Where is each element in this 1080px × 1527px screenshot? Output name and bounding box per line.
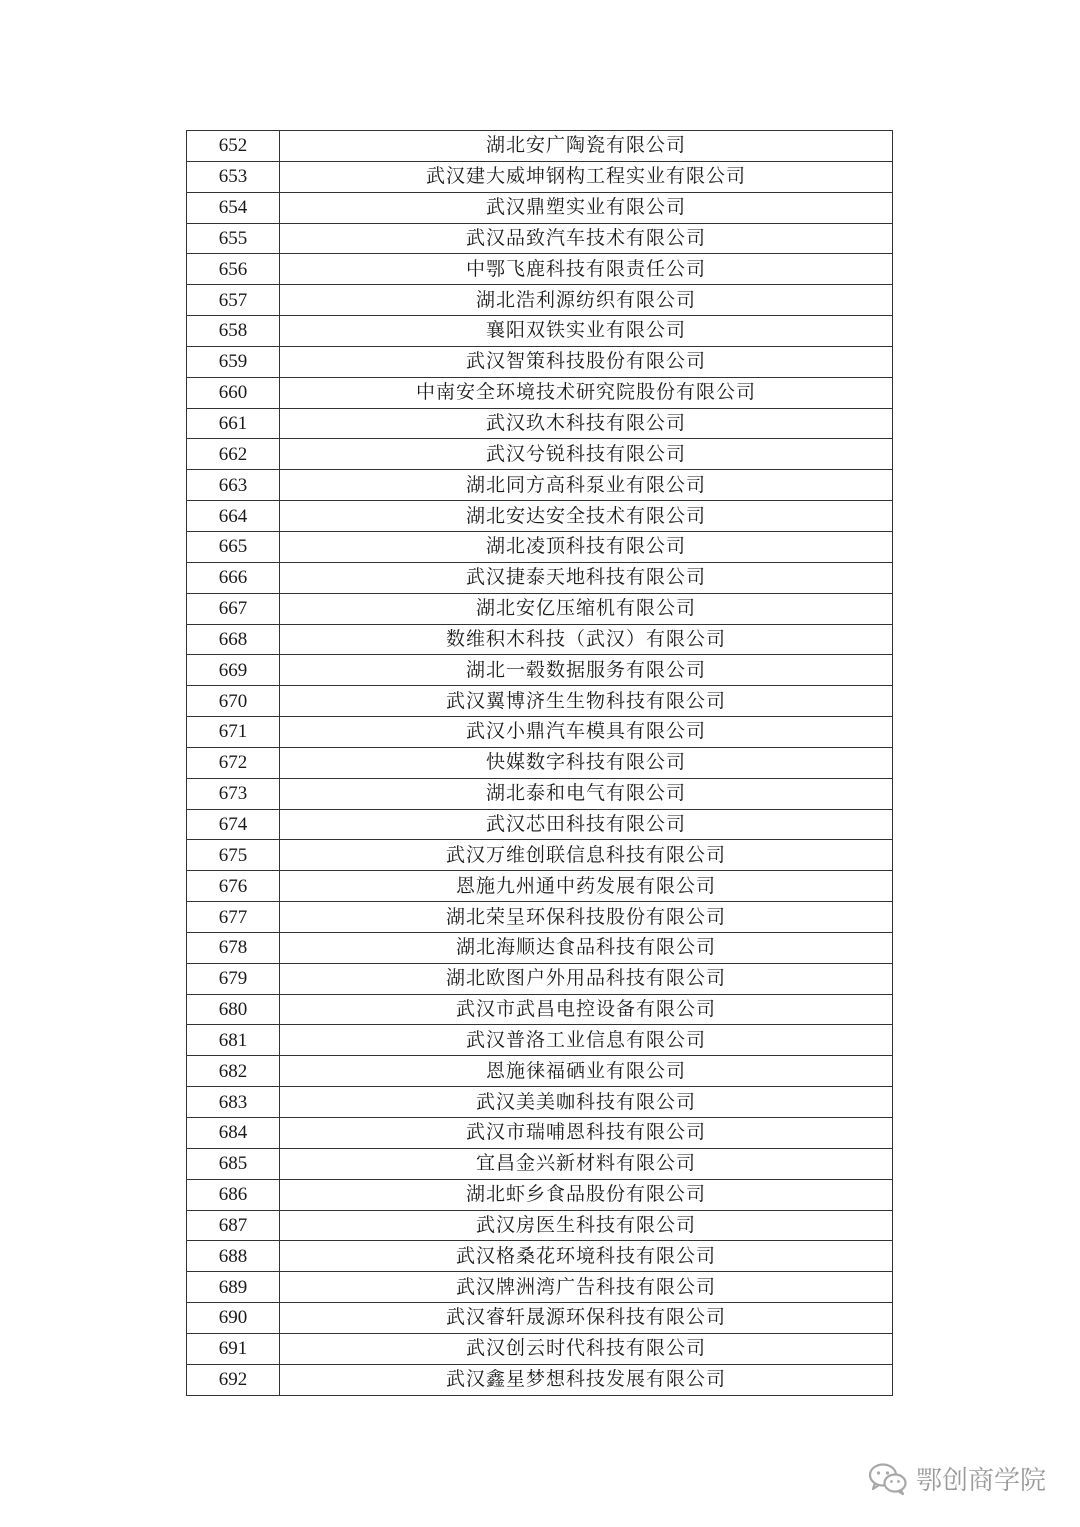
company-name: 武汉房医生科技有限公司 xyxy=(280,1210,893,1241)
row-number: 668 xyxy=(187,624,280,655)
table-row xyxy=(187,501,893,532)
company-name: 宜昌金兴新材料有限公司 xyxy=(280,1148,893,1179)
company-name: 武汉市武昌电控设备有限公司 xyxy=(280,994,893,1025)
row-number: 690 xyxy=(187,1303,280,1334)
table-row xyxy=(187,1025,893,1056)
table-row xyxy=(187,285,893,316)
table-row xyxy=(187,994,893,1025)
row-number: 669 xyxy=(187,655,280,686)
row-number: 663 xyxy=(187,470,280,501)
table-row xyxy=(187,871,893,902)
company-name: 湖北欧图户外用品科技有限公司 xyxy=(280,963,893,994)
table-row xyxy=(187,1056,893,1087)
company-name: 武汉市瑞哺恩科技有限公司 xyxy=(280,1118,893,1149)
company-name: 襄阳双铁实业有限公司 xyxy=(280,316,893,347)
company-name: 武汉芯田科技有限公司 xyxy=(280,809,893,840)
row-number: 678 xyxy=(187,932,280,963)
row-number: 656 xyxy=(187,254,280,285)
table-row xyxy=(187,902,893,933)
company-name: 武汉品致汽车技术有限公司 xyxy=(280,223,893,254)
table-row xyxy=(187,778,893,809)
table-row xyxy=(187,439,893,470)
watermark-text: 鄂创商学院 xyxy=(915,1466,1046,1496)
company-name: 武汉玖木科技有限公司 xyxy=(280,408,893,439)
row-number: 685 xyxy=(187,1148,280,1179)
row-number: 677 xyxy=(187,902,280,933)
row-number: 680 xyxy=(187,994,280,1025)
table-row xyxy=(187,1210,893,1241)
table-row xyxy=(187,840,893,871)
company-name: 湖北安亿压缩机有限公司 xyxy=(280,593,893,624)
company-name: 武汉鑫星梦想科技发展有限公司 xyxy=(280,1364,893,1395)
row-number: 666 xyxy=(187,562,280,593)
row-number: 687 xyxy=(187,1210,280,1241)
row-number: 672 xyxy=(187,747,280,778)
company-name: 湖北凌顶科技有限公司 xyxy=(280,531,893,562)
table-row xyxy=(187,624,893,655)
row-number: 655 xyxy=(187,223,280,254)
wechat-icon xyxy=(868,1462,908,1496)
company-name: 武汉小鼎汽车模具有限公司 xyxy=(280,717,893,748)
row-number: 653 xyxy=(187,161,280,192)
row-number: 654 xyxy=(187,192,280,223)
table-row xyxy=(187,161,893,192)
table-row xyxy=(187,1087,893,1118)
row-number: 688 xyxy=(187,1241,280,1272)
row-number: 689 xyxy=(187,1272,280,1303)
table-row xyxy=(187,655,893,686)
company-name: 数维积木科技（武汉）有限公司 xyxy=(280,624,893,655)
watermark xyxy=(868,1460,1046,1497)
table-row xyxy=(187,223,893,254)
row-number: 679 xyxy=(187,963,280,994)
company-name: 武汉捷泰天地科技有限公司 xyxy=(280,562,893,593)
company-name: 湖北同方高科泵业有限公司 xyxy=(280,470,893,501)
company-name: 湖北安达安全技术有限公司 xyxy=(280,501,893,532)
company-name: 恩施九州通中药发展有限公司 xyxy=(280,871,893,902)
row-number: 673 xyxy=(187,778,280,809)
table-row xyxy=(187,717,893,748)
table-row xyxy=(187,1179,893,1210)
table-row xyxy=(187,470,893,501)
row-number: 686 xyxy=(187,1179,280,1210)
row-number: 659 xyxy=(187,346,280,377)
table-row xyxy=(187,131,893,162)
company-name: 武汉建大威坤钢构工程实业有限公司 xyxy=(280,161,893,192)
company-name: 湖北安广陶瓷有限公司 xyxy=(280,131,893,162)
table-row xyxy=(187,1364,893,1395)
row-number: 652 xyxy=(187,131,280,162)
company-name: 恩施徕福硒业有限公司 xyxy=(280,1056,893,1087)
table-row xyxy=(187,1303,893,1334)
table-row xyxy=(187,1118,893,1149)
company-name: 中鄂飞鹿科技有限责任公司 xyxy=(280,254,893,285)
row-number: 664 xyxy=(187,501,280,532)
company-name: 武汉牌洲湾广告科技有限公司 xyxy=(280,1272,893,1303)
company-name: 武汉智策科技股份有限公司 xyxy=(280,346,893,377)
company-name: 湖北浩利源纺织有限公司 xyxy=(280,285,893,316)
company-name: 湖北一毂数据服务有限公司 xyxy=(280,655,893,686)
table-row xyxy=(187,531,893,562)
row-number: 665 xyxy=(187,531,280,562)
company-name: 湖北荣呈环保科技股份有限公司 xyxy=(280,902,893,933)
row-number: 658 xyxy=(187,316,280,347)
row-number: 675 xyxy=(187,840,280,871)
table-row xyxy=(187,686,893,717)
row-number: 691 xyxy=(187,1333,280,1364)
table-row xyxy=(187,963,893,994)
row-number: 661 xyxy=(187,408,280,439)
row-number: 667 xyxy=(187,593,280,624)
table-row xyxy=(187,377,893,408)
company-name: 武汉睿轩晟源环保科技有限公司 xyxy=(280,1303,893,1334)
table-row xyxy=(187,747,893,778)
company-name: 快媒数字科技有限公司 xyxy=(280,747,893,778)
row-number: 660 xyxy=(187,377,280,408)
row-number: 657 xyxy=(187,285,280,316)
company-name: 湖北虾乡食品股份有限公司 xyxy=(280,1179,893,1210)
row-number: 670 xyxy=(187,686,280,717)
company-name: 武汉兮锐科技有限公司 xyxy=(280,439,893,470)
company-name: 湖北海顺达食品科技有限公司 xyxy=(280,932,893,963)
row-number: 684 xyxy=(187,1118,280,1149)
company-name: 武汉翼博济生生物科技有限公司 xyxy=(280,686,893,717)
table-row xyxy=(187,1241,893,1272)
table-row xyxy=(187,809,893,840)
table-row xyxy=(187,316,893,347)
company-name: 武汉创云时代科技有限公司 xyxy=(280,1333,893,1364)
row-number: 671 xyxy=(187,717,280,748)
row-number: 692 xyxy=(187,1364,280,1395)
table-row xyxy=(187,1333,893,1364)
row-number: 662 xyxy=(187,439,280,470)
row-number: 674 xyxy=(187,809,280,840)
table-row xyxy=(187,1272,893,1303)
company-name: 武汉格桑花环境科技有限公司 xyxy=(280,1241,893,1272)
company-name: 武汉鼎塑实业有限公司 xyxy=(280,192,893,223)
company-name: 湖北泰和电气有限公司 xyxy=(280,778,893,809)
company-list-table xyxy=(186,130,893,1396)
table-row xyxy=(187,192,893,223)
table-row xyxy=(187,562,893,593)
table-row xyxy=(187,254,893,285)
company-list-table-wrap xyxy=(186,130,893,1396)
company-name: 中南安全环境技术研究院股份有限公司 xyxy=(280,377,893,408)
table-row xyxy=(187,1148,893,1179)
company-name: 武汉万维创联信息科技有限公司 xyxy=(280,840,893,871)
table-row xyxy=(187,346,893,377)
row-number: 683 xyxy=(187,1087,280,1118)
table-row xyxy=(187,932,893,963)
row-number: 681 xyxy=(187,1025,280,1056)
table-row xyxy=(187,593,893,624)
company-list-body xyxy=(187,131,893,1396)
company-name: 武汉普洛工业信息有限公司 xyxy=(280,1025,893,1056)
table-row xyxy=(187,408,893,439)
row-number: 682 xyxy=(187,1056,280,1087)
company-name: 武汉美美咖科技有限公司 xyxy=(280,1087,893,1118)
row-number: 676 xyxy=(187,871,280,902)
